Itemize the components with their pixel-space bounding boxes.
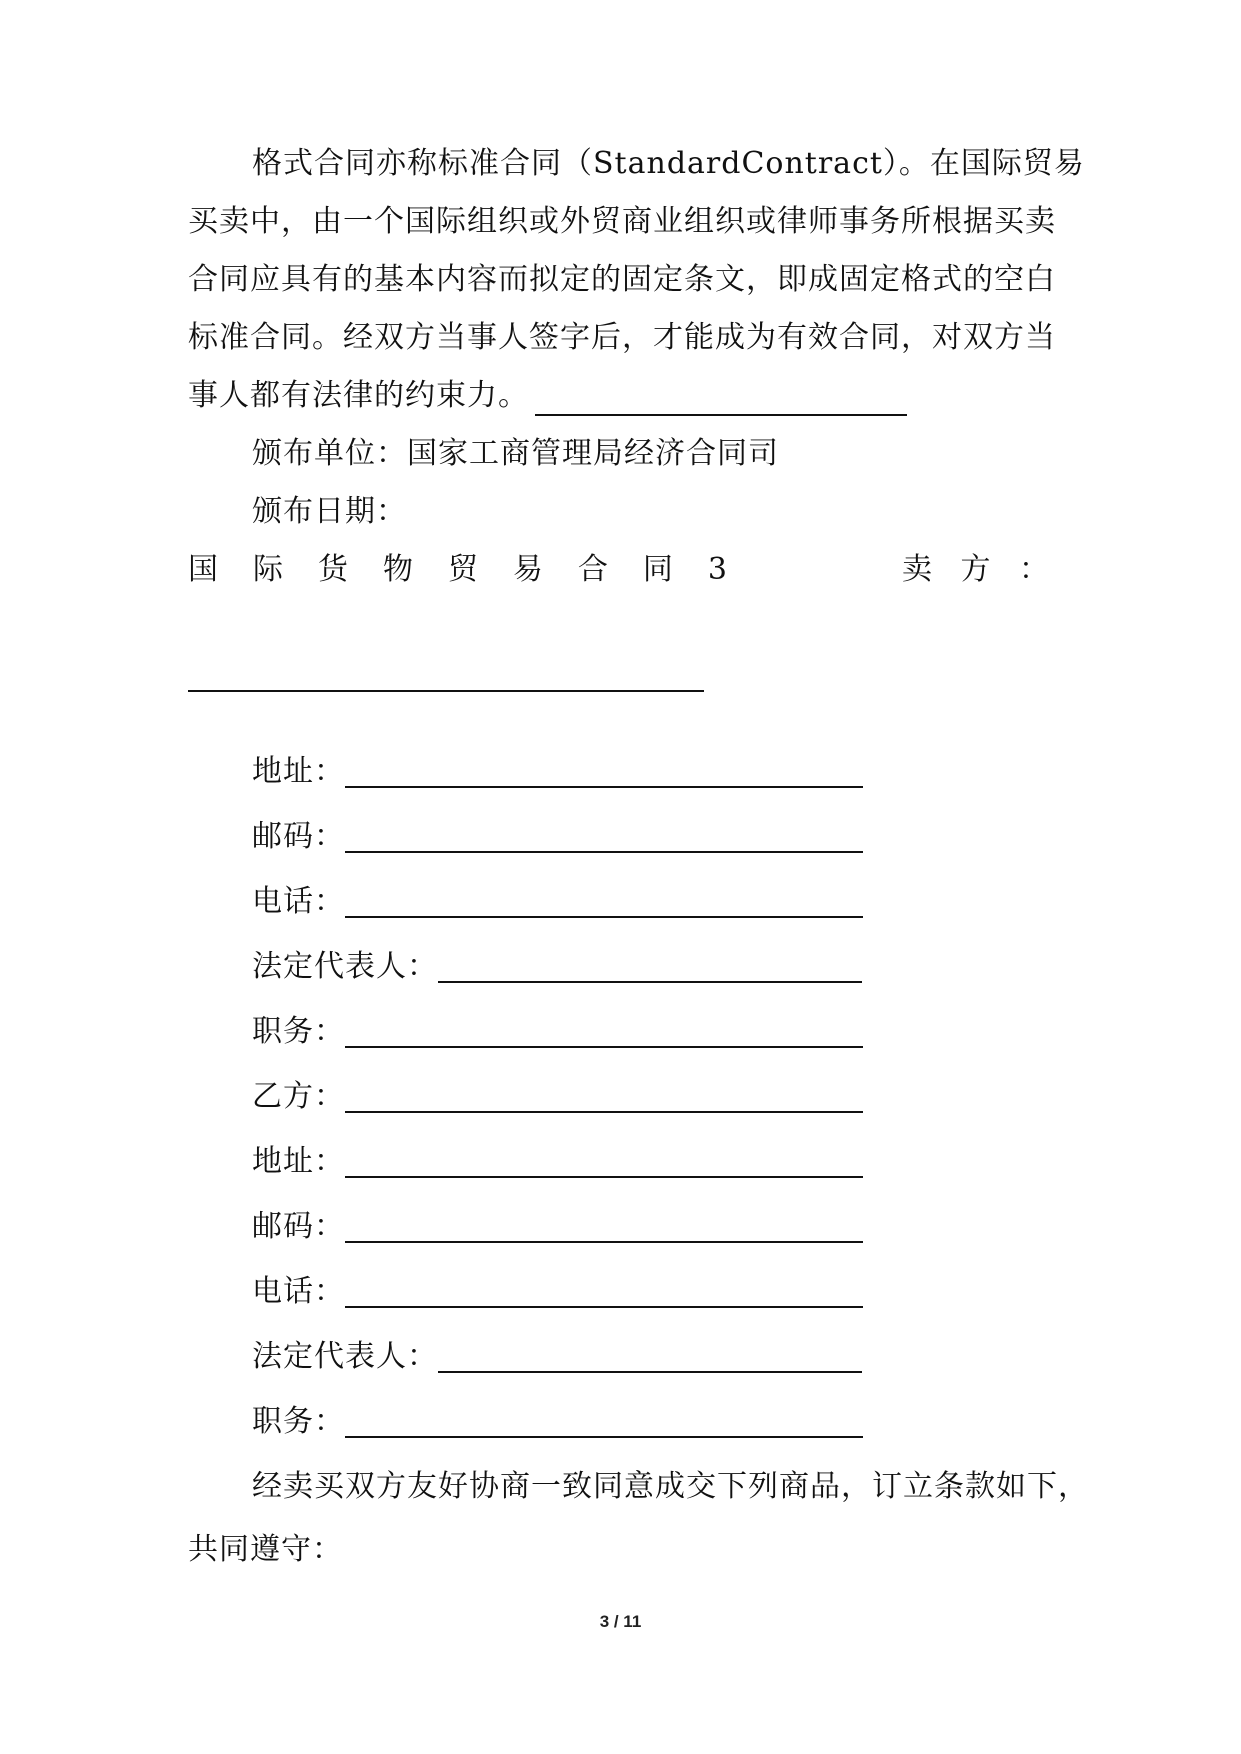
- title-char: 3: [707, 552, 728, 587]
- closing-line: 经卖买双方友好协商一致同意成交下列商品，订立条款如下，: [252, 1469, 1089, 1504]
- title-char: 货: [317, 552, 349, 587]
- field-underline[interactable]: [345, 886, 863, 918]
- paragraph-line: 标准合同。经双方当事人签字后，才能成为有效合同，对双方当: [188, 320, 1056, 355]
- field-position-b: [252, 1402, 863, 1442]
- title-char: 物: [382, 552, 414, 587]
- field-position-a: [252, 1012, 863, 1052]
- paragraph-line-with-blank: [188, 376, 1068, 416]
- field-label: 邮码：: [252, 1209, 345, 1244]
- field-label: 地址：: [252, 754, 345, 789]
- field-postcode-a: [252, 817, 863, 857]
- seller-char: ：: [1019, 552, 1050, 587]
- seller-label: [902, 550, 1050, 590]
- field-underline[interactable]: [438, 1341, 862, 1373]
- field-label: 邮码：: [252, 819, 345, 854]
- field-underline[interactable]: [345, 1081, 863, 1113]
- blank-underline: [535, 384, 907, 416]
- title-char: 同: [642, 552, 674, 587]
- field-legal-rep-a: [252, 947, 862, 987]
- field-underline[interactable]: [345, 756, 863, 788]
- field-label: 地址：: [252, 1144, 345, 1179]
- field-label: 乙方：: [252, 1079, 345, 1114]
- paragraph-line: 格式合同亦称标准合同（StandardContract）。在国际贸易: [252, 146, 1085, 181]
- title-char: 际: [252, 552, 284, 587]
- field-party-b: [252, 1077, 863, 1117]
- seller-char: 卖: [902, 552, 933, 587]
- field-legal-rep-b: [252, 1337, 862, 1377]
- field-label: 电话：: [252, 1274, 345, 1309]
- field-phone-b: [252, 1272, 863, 1312]
- title-char: 贸: [447, 552, 479, 587]
- field-postcode-b: [252, 1207, 863, 1247]
- field-underline[interactable]: [345, 821, 863, 853]
- paragraph-line: 买卖中，由一个国际组织或外贸商业组织或律师事务所根据买卖: [188, 204, 1056, 239]
- field-underline[interactable]: [345, 1146, 863, 1178]
- issue-date-line: 颁布日期：: [252, 494, 407, 529]
- field-underline[interactable]: [438, 951, 862, 983]
- issuer-line: 颁布单位：国家工商管理局经济合同司: [252, 436, 779, 471]
- title-char: 合: [577, 552, 609, 587]
- closing-line: 共同遵守：: [188, 1532, 343, 1567]
- field-underline[interactable]: [345, 1211, 863, 1243]
- field-underline[interactable]: [345, 1406, 863, 1438]
- title-char: 易: [512, 552, 544, 587]
- page-number: 3 / 11: [599, 1612, 642, 1631]
- field-label: 法定代表人：: [252, 1339, 438, 1374]
- seller-char: 方: [960, 552, 992, 587]
- field-address-a: [252, 752, 863, 792]
- field-label: 法定代表人：: [252, 949, 438, 984]
- field-address-b: [252, 1142, 863, 1182]
- field-underline[interactable]: [345, 1276, 863, 1308]
- field-label: 职务：: [252, 1404, 345, 1439]
- field-label: 电话：: [252, 884, 345, 919]
- paragraph-line: 合同应具有的基本内容而拟定的固定条文，即成固定格式的空白: [188, 262, 1056, 297]
- field-underline[interactable]: [345, 1016, 863, 1048]
- title-char: 国: [188, 552, 219, 587]
- contract-title: [188, 550, 728, 590]
- seller-blank-underline: [188, 690, 704, 692]
- paragraph-text: 事人都有法律的约束力。: [188, 378, 529, 413]
- field-label: 职务：: [252, 1014, 345, 1049]
- contract-title-line: [188, 550, 1068, 590]
- field-phone-a: [252, 882, 863, 922]
